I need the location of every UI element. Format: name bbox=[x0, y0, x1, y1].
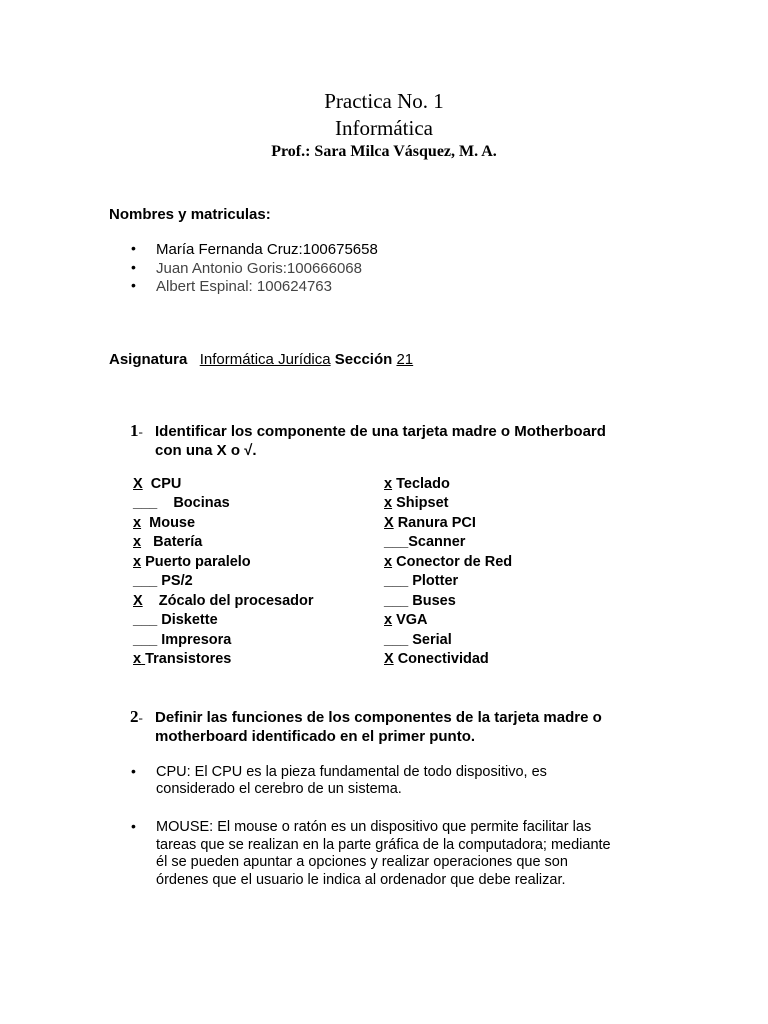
seccion-label: Sección bbox=[334, 351, 393, 368]
checklist-item: x Mouse bbox=[133, 515, 196, 531]
checklist-item: x Batería bbox=[133, 534, 203, 550]
checklist-item: x Conector de Red bbox=[384, 554, 513, 570]
answer-line: considerado el cerebro de un sistema. bbox=[156, 781, 402, 797]
asignatura-label: Asignatura bbox=[109, 351, 188, 368]
student-item: Juan Antonio Goris:100666068 bbox=[156, 260, 362, 277]
course-line bbox=[109, 350, 413, 369]
checklist-item: ___ Diskette bbox=[133, 612, 218, 628]
checklist-item: ___ Serial bbox=[384, 632, 452, 648]
bullet-icon: • bbox=[131, 240, 136, 256]
student-item: Albert Espinal: 100624763 bbox=[156, 278, 332, 295]
question-2-text-line2: motherboard identificado en el primer punto. bbox=[155, 728, 476, 745]
checklist-item: x Teclado bbox=[384, 476, 450, 492]
checklist-item: X Conectividad bbox=[384, 651, 489, 667]
checklist-item: ___ Impresora bbox=[133, 632, 232, 648]
checklist-item: x Transistores bbox=[133, 651, 232, 667]
checklist-item: x Puerto paralelo bbox=[133, 554, 251, 570]
bullet-icon: • bbox=[131, 277, 136, 293]
checklist-item: X Ranura PCI bbox=[384, 515, 476, 531]
asignatura-value: Informática Jurídica bbox=[199, 351, 331, 368]
checklist-item: ___ Plotter bbox=[384, 573, 459, 589]
checklist-item: x VGA bbox=[384, 612, 428, 628]
bullet-icon: • bbox=[131, 763, 136, 779]
question-2-text-line1: Definir las funciones de los componentes de la tarjeta madre o bbox=[155, 709, 602, 726]
bullet-icon: • bbox=[131, 818, 136, 834]
answer-line: órdenes que el usuario le indica al ordenador que debe realizar. bbox=[156, 872, 566, 888]
answer-line: CPU: El CPU es la pieza fundamental de todo dispositivo, es bbox=[156, 764, 547, 780]
seccion-value: 21 bbox=[396, 351, 414, 368]
bullet-icon: • bbox=[131, 259, 136, 275]
question-1-text-line1: Identificar los componente de una tarjeta madre o Motherboard bbox=[155, 423, 606, 440]
answer-line: tareas que se realizan en la parte gráfica de la computadora; mediante bbox=[156, 837, 611, 853]
checklist-item: ___ PS/2 bbox=[133, 573, 193, 589]
checklist-item: X CPU bbox=[133, 476, 182, 492]
professor-line: Prof.: Sara Milca Vásquez, M. A. bbox=[271, 143, 497, 160]
students-heading: Nombres y matriculas: bbox=[109, 206, 271, 223]
checklist-item: x Shipset bbox=[384, 495, 449, 511]
question-1-text-line2: con una X o √. bbox=[155, 442, 257, 459]
checklist-item: ___ Buses bbox=[384, 593, 456, 609]
checklist-item: ___Scanner bbox=[384, 534, 466, 550]
document-title: Practica No. 1 bbox=[324, 89, 444, 113]
student-item: María Fernanda Cruz:100675658 bbox=[156, 241, 378, 258]
checklist-item: ___ Bocinas bbox=[133, 495, 230, 511]
answer-line: MOUSE: El mouse o ratón es un dispositivo que permite facilitar las bbox=[156, 819, 592, 835]
question-1-number: 1- bbox=[130, 421, 143, 440]
question-2-number: 2- bbox=[130, 707, 143, 726]
answer-line: él se pueden apuntar a opciones y realizar operaciones que son bbox=[156, 854, 568, 870]
checklist-item: X Zócalo del procesador bbox=[133, 593, 314, 609]
document-subject: Informática bbox=[335, 116, 433, 140]
